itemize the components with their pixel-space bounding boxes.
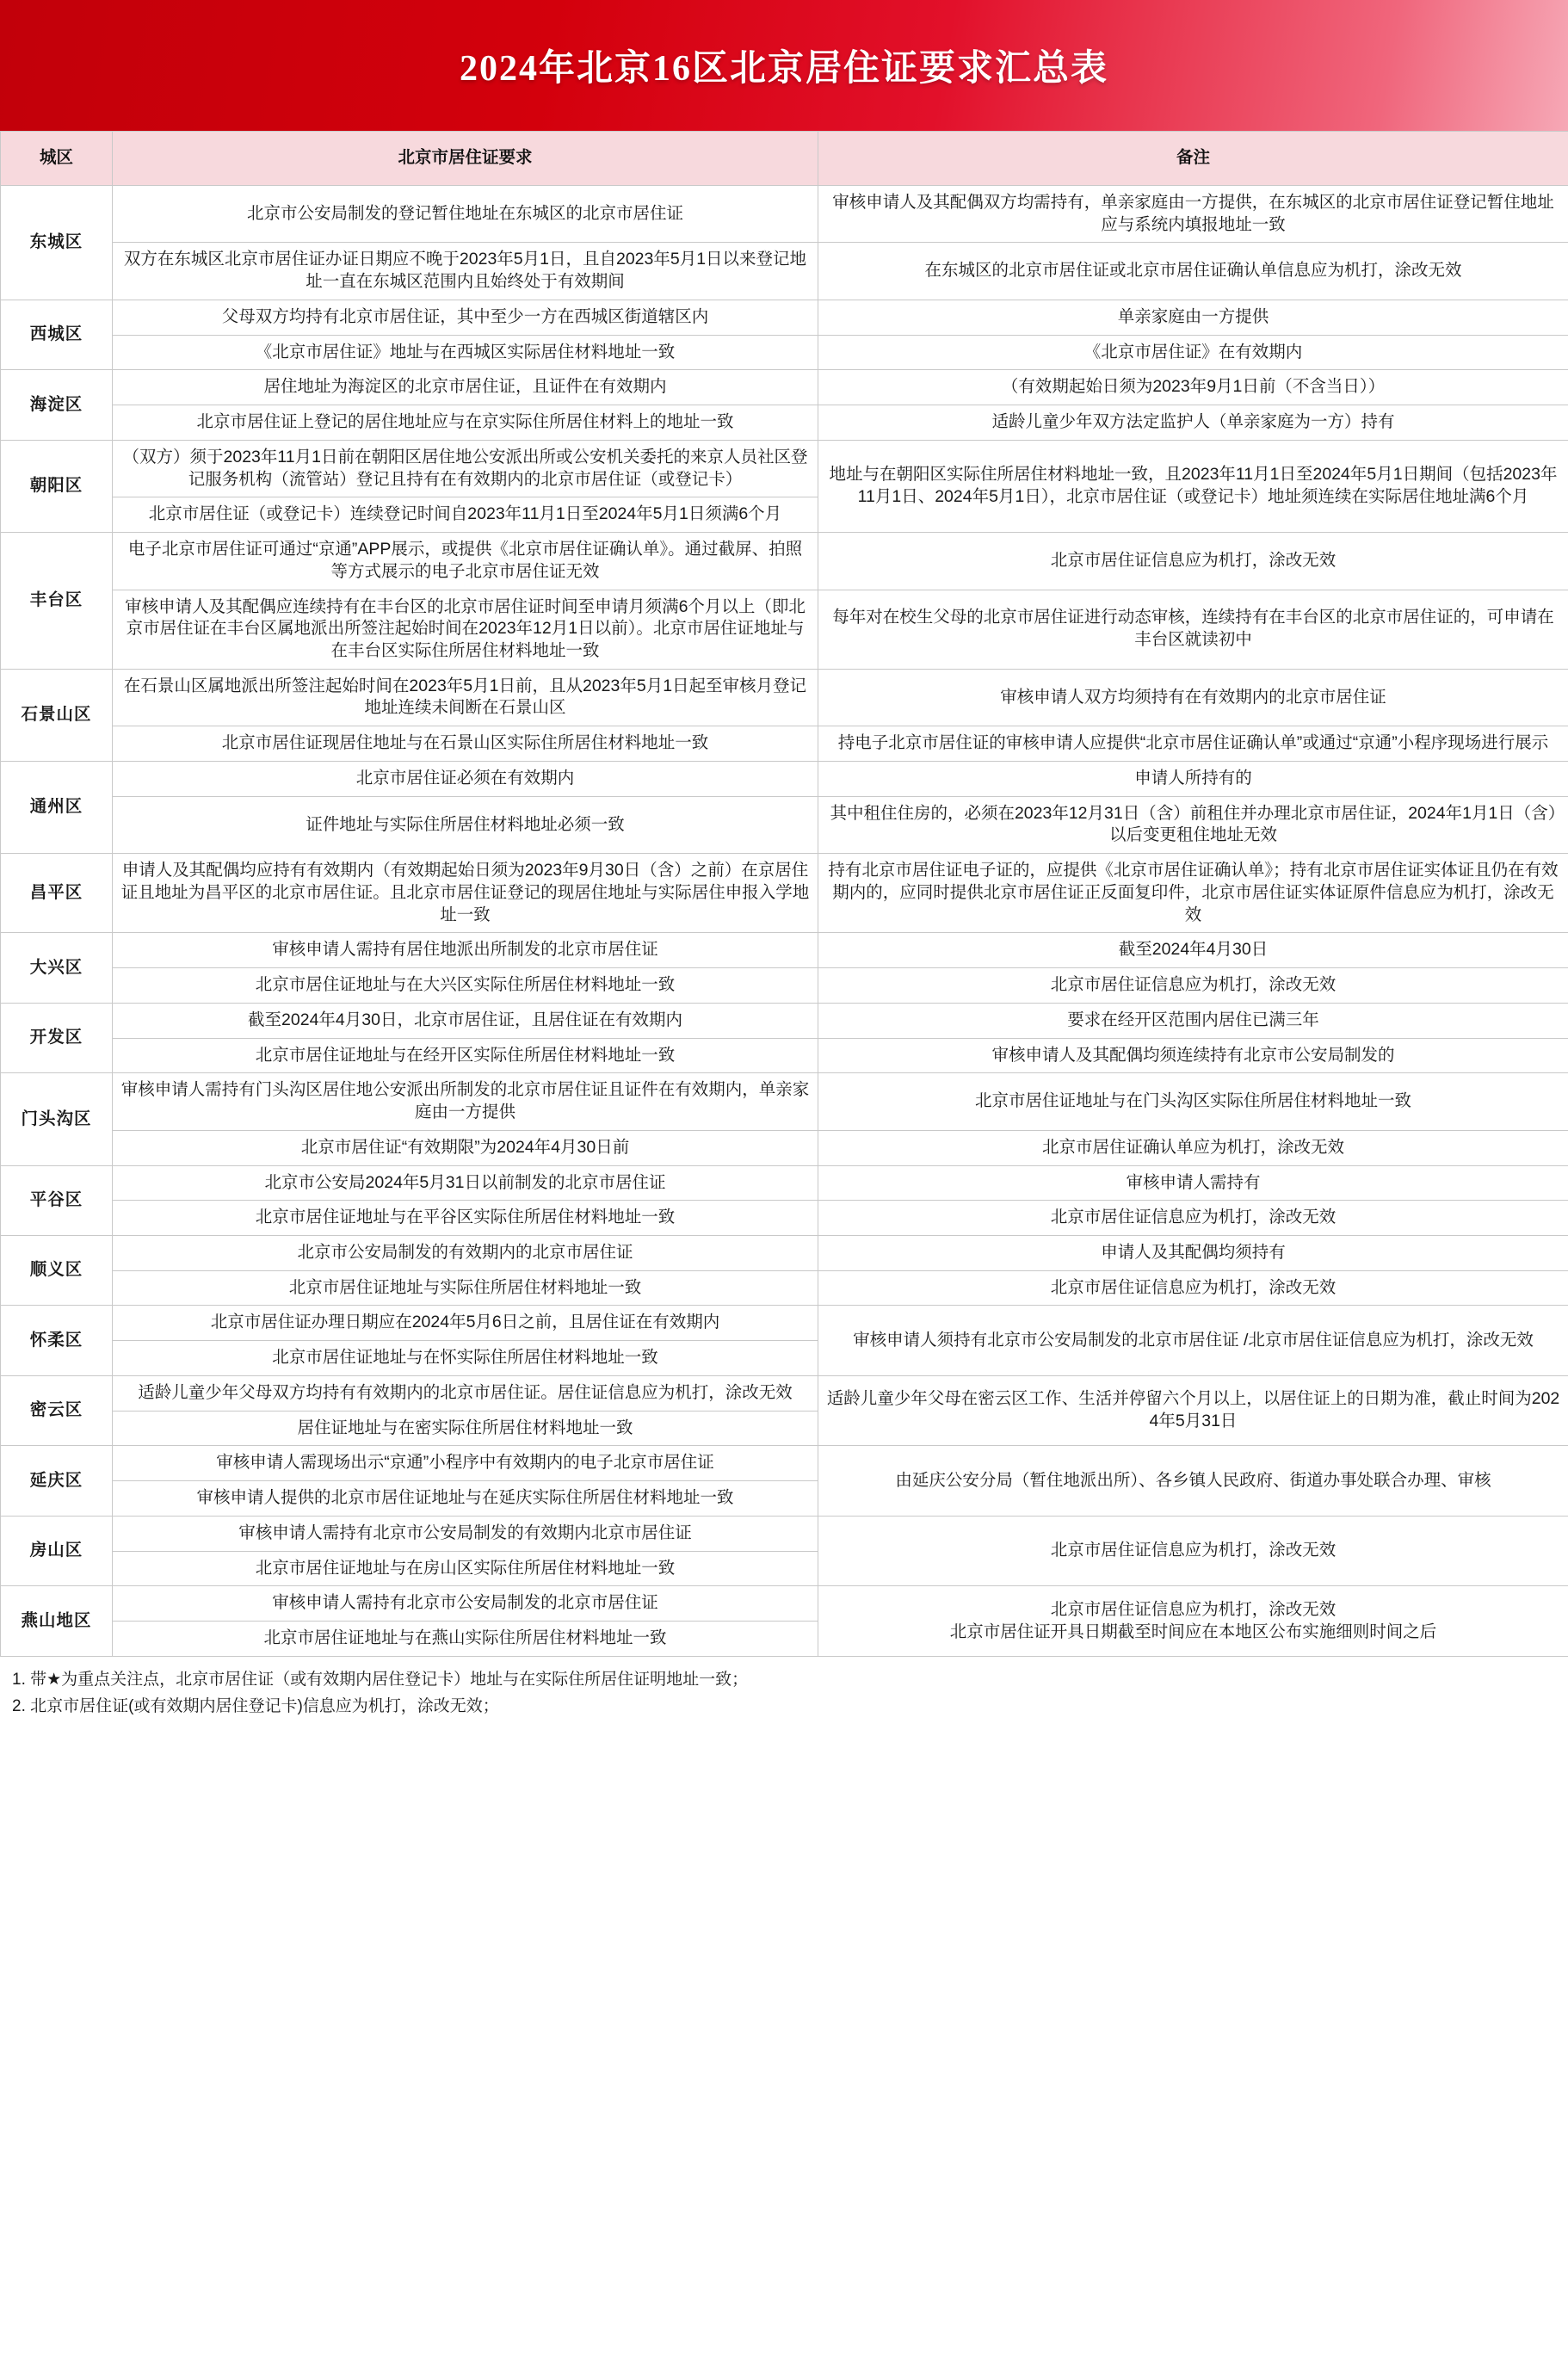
district-cell: 东城区 xyxy=(1,186,113,300)
district-cell: 大兴区 xyxy=(1,933,113,1003)
requirement-cell: 北京市居住证地址与在平谷区实际住所居住材料地址一致 xyxy=(113,1201,818,1236)
table-row xyxy=(1,796,1568,853)
note-cell: （有效期起始日须为2023年9月1日前（不含当日）） xyxy=(818,370,1568,405)
note-cell: 由延庆公安分局（暂住地派出所）、各乡镇人民政府、街道办事处联合办理、审核 xyxy=(818,1446,1568,1516)
requirement-cell: 北京市居住证（或登记卡）连续登记时间自2023年11月1日至2024年5月1日须满6个月 xyxy=(113,497,818,533)
table-row xyxy=(1,405,1568,441)
requirement-cell: 北京市居住证地址与在燕山实际住所居住材料地址一致 xyxy=(113,1622,818,1657)
table-row xyxy=(1,1306,1568,1341)
table-row xyxy=(1,1201,1568,1236)
footnote-2: 2. 北京市居住证(或有效期内居住登记卡)信息应为机打，涂改无效； xyxy=(12,1697,499,1716)
note-cell: 《北京市居住证》在有效期内 xyxy=(818,335,1568,370)
note-cell: 审核申请人须持有北京市公安局制发的北京市居住证 /北京市居住证信息应为机打，涂改无效 xyxy=(818,1306,1568,1375)
col-header-district: 城区 xyxy=(1,132,113,186)
footnotes xyxy=(0,1657,1568,1737)
requirement-cell: 父母双方均持有北京市居住证，其中至少一方在西城区街道辖区内 xyxy=(113,300,818,335)
note-cell: 适龄儿童少年父母在密云区工作、生活并停留六个月以上，以居住证上的日期为准，截止时间为2024年5月31日 xyxy=(818,1375,1568,1445)
note-cell: 北京市居住证信息应为机打，涂改无效 北京市居住证开具日期截至时间应在本地区公布实施细则时间之后 xyxy=(818,1586,1568,1656)
requirement-cell: 双方在东城区北京市居住证办证日期应不晚于2023年5月1日，且自2023年5月1日以来登记地址一直在东城区范围内且始终处于有效期间 xyxy=(113,243,818,300)
requirement-cell: 《北京市居住证》地址与在西城区实际居住材料地址一致 xyxy=(113,335,818,370)
requirement-cell: 北京市公安局制发的有效期内的北京市居住证 xyxy=(113,1235,818,1270)
note-cell: 单亲家庭由一方提供 xyxy=(818,300,1568,335)
requirement-cell: 申请人及其配偶均应持有有效期内（有效期起始日须为2023年9月30日（含）之前）在京居住证且地址为昌平区的北京市居住证。且北京市居住证登记的现居住地址与实际居住申报入学地址一致 xyxy=(113,854,818,933)
requirement-cell: 证件地址与实际住所居住材料地址必须一致 xyxy=(113,796,818,853)
page-title: 2024年北京16区北京居住证要求汇总表 xyxy=(459,49,1108,89)
requirement-cell: 适龄儿童少年父母双方均持有有效期内的北京市居住证。居住证信息应为机打，涂改无效 xyxy=(113,1375,818,1411)
requirement-cell: 北京市居住证“有效期限”为2024年4月30日前 xyxy=(113,1130,818,1165)
note-cell: 北京市居住证信息应为机打，涂改无效 xyxy=(818,1201,1568,1236)
table-row xyxy=(1,590,1568,669)
table-row xyxy=(1,761,1568,796)
note-cell: 北京市居住证信息应为机打，涂改无效 xyxy=(818,968,1568,1004)
table-row xyxy=(1,669,1568,726)
table-row xyxy=(1,1073,1568,1130)
requirement-cell: 审核申请人需持有北京市公安局制发的北京市居住证 xyxy=(113,1586,818,1622)
note-cell: 北京市居住证确认单应为机打，涂改无效 xyxy=(818,1130,1568,1165)
note-cell: 其中租住住房的，必须在2023年12月31日（含）前租住并办理北京市居住证，2024年1月1日（含）以后变更租住地址无效 xyxy=(818,796,1568,853)
district-cell: 怀柔区 xyxy=(1,1306,113,1375)
table-row xyxy=(1,854,1568,933)
requirement-cell: 北京市居住证必须在有效期内 xyxy=(113,761,818,796)
requirement-cell: 北京市居住证办理日期应在2024年5月6日之前，且居住证在有效期内 xyxy=(113,1306,818,1341)
requirement-cell: 审核申请人及其配偶应连续持有在丰台区的北京市居住证时间至申请月须满6个月以上（即北京市居住证在丰台区属地派出所签注起始时间在2023年12月1日以前）。北京市居住证地址与在丰台区实际住所居住材料地址一致 xyxy=(113,590,818,669)
note-cell: 申请人所持有的 xyxy=(818,761,1568,796)
table-row xyxy=(1,968,1568,1004)
note-cell: 审核申请人及其配偶均须连续持有北京市公安局制发的 xyxy=(818,1038,1568,1073)
district-cell: 朝阳区 xyxy=(1,440,113,532)
district-cell: 延庆区 xyxy=(1,1446,113,1516)
table-row xyxy=(1,1130,1568,1165)
table-row xyxy=(1,1516,1568,1551)
note-cell: 持电子北京市居住证的审核申请人应提供“北京市居住证确认单”或通过“京通”小程序现场进行展示 xyxy=(818,726,1568,762)
table-row xyxy=(1,1375,1568,1411)
requirement-cell: 审核申请人需现场出示“京通”小程序中有效期内的电子北京市居住证 xyxy=(113,1446,818,1481)
requirement-cell: 北京市居住证地址与实际住所居住材料地址一致 xyxy=(113,1270,818,1306)
requirement-cell: 北京市居住证地址与在怀实际住所居住材料地址一致 xyxy=(113,1341,818,1376)
district-cell: 平谷区 xyxy=(1,1165,113,1235)
table-row xyxy=(1,370,1568,405)
table-row xyxy=(1,440,1568,497)
table-body xyxy=(1,186,1568,1657)
note-cell: 适龄儿童少年双方法定监护人（单亲家庭为一方）持有 xyxy=(818,405,1568,441)
requirement-cell: 居住证地址与在密实际住所居住材料地址一致 xyxy=(113,1411,818,1446)
table-row xyxy=(1,726,1568,762)
district-cell: 通州区 xyxy=(1,761,113,853)
table-row xyxy=(1,300,1568,335)
table-row xyxy=(1,1038,1568,1073)
requirement-cell: 北京市居住证地址与在房山区实际住所居住材料地址一致 xyxy=(113,1551,818,1586)
note-cell: 北京市居住证地址与在门头沟区实际住所居住材料地址一致 xyxy=(818,1073,1568,1130)
requirements-table xyxy=(0,131,1568,1657)
table-row xyxy=(1,186,1568,243)
requirement-cell: 北京市居住证地址与在经开区实际住所居住材料地址一致 xyxy=(113,1038,818,1073)
note-cell: 审核申请人双方均须持有在有效期内的北京市居住证 xyxy=(818,669,1568,726)
header-banner xyxy=(0,0,1568,131)
district-cell: 西城区 xyxy=(1,300,113,369)
note-cell: 北京市居住证信息应为机打，涂改无效 xyxy=(818,533,1568,590)
table-row xyxy=(1,1586,1568,1622)
district-cell: 燕山地区 xyxy=(1,1586,113,1656)
requirement-cell: 北京市公安局制发的登记暂住地址在东城区的北京市居住证 xyxy=(113,186,818,243)
district-cell: 昌平区 xyxy=(1,854,113,933)
requirement-cell: 北京市公安局2024年5月31日以前制发的北京市居住证 xyxy=(113,1165,818,1201)
district-cell: 房山区 xyxy=(1,1516,113,1585)
note-cell: 审核申请人及其配偶双方均需持有，单亲家庭由一方提供，在东城区的北京市居住证登记暂住地址应与系统内填报地址一致 xyxy=(818,186,1568,243)
note-cell: 北京市居住证信息应为机打，涂改无效 xyxy=(818,1270,1568,1306)
requirement-cell: （双方）须于2023年11月1日前在朝阳区居住地公安派出所或公安机关委托的来京人员社区登记服务机构（流管站）登记且持有在有效期内的北京市居住证（或登记卡） xyxy=(113,440,818,497)
requirement-cell: 审核申请人需持有北京市公安局制发的有效期内北京市居住证 xyxy=(113,1516,818,1551)
district-cell: 开发区 xyxy=(1,1003,113,1072)
table-row xyxy=(1,1270,1568,1306)
requirement-cell: 在石景山区属地派出所签注起始时间在2023年5月1日前，且从2023年5月1日起至审核月登记地址连续未间断在石景山区 xyxy=(113,669,818,726)
district-cell: 门头沟区 xyxy=(1,1073,113,1165)
district-cell: 海淀区 xyxy=(1,370,113,440)
requirement-cell: 审核申请人需持有门头沟区居住地公安派出所制发的北京市居住证且证件在有效期内，单亲家庭由一方提供 xyxy=(113,1073,818,1130)
note-cell: 持有北京市居住证电子证的，应提供《北京市居住证确认单》；持有北京市居住证实体证且仍在有效期内的，应同时提供北京市居住证正反面复印件，北京市居住证实体证原件信息应为机打，涂改无效 xyxy=(818,854,1568,933)
footnote-1-text: 1. 带★为重点关注点，北京市居住证（或有效期内居住登记卡）地址与在实际住所居住证明地址一致； xyxy=(12,1670,749,1689)
table-row xyxy=(1,1446,1568,1481)
note-cell: 要求在经开区范围内居住已满三年 xyxy=(818,1003,1568,1038)
col-header-requirement: 北京市居住证要求 xyxy=(113,132,818,186)
table-row xyxy=(1,933,1568,968)
col-header-note: 备注 xyxy=(818,132,1568,186)
note-cell: 在东城区的北京市居住证或北京市居住证确认单信息应为机打，涂改无效 xyxy=(818,243,1568,300)
note-cell: 每年对在校生父母的北京市居住证进行动态审核，连续持有在丰台区的北京市居住证的，可申请在丰台区就读初中 xyxy=(818,590,1568,669)
note-cell: 截至2024年4月30日 xyxy=(818,933,1568,968)
requirement-cell: 居住地址为海淀区的北京市居住证，且证件在有效期内 xyxy=(113,370,818,405)
footnote-1 xyxy=(12,1668,1556,1693)
requirement-cell: 北京市居住证上登记的居住地址应与在京实际住所居住材料上的地址一致 xyxy=(113,405,818,441)
note-cell: 申请人及其配偶均须持有 xyxy=(818,1235,1568,1270)
note-cell: 审核申请人需持有 xyxy=(818,1165,1568,1201)
district-cell: 石景山区 xyxy=(1,669,113,761)
table-row xyxy=(1,533,1568,590)
requirement-cell: 审核申请人提供的北京市居住证地址与在延庆实际住所居住材料地址一致 xyxy=(113,1481,818,1517)
table-row xyxy=(1,1003,1568,1038)
table-row xyxy=(1,1235,1568,1270)
table-row xyxy=(1,1165,1568,1201)
district-cell: 顺义区 xyxy=(1,1235,113,1305)
requirement-cell: 截至2024年4月30日，北京市居住证，且居住证在有效期内 xyxy=(113,1003,818,1038)
requirement-cell: 北京市居住证现居住地址与在石景山区实际住所居住材料地址一致 xyxy=(113,726,818,762)
district-cell: 丰台区 xyxy=(1,533,113,670)
table-row xyxy=(1,243,1568,300)
note-cell: 地址与在朝阳区实际住所居住材料地址一致，且2023年11月1日至2024年5月1日期间（包括2023年11月1日、2024年5月1日），北京市居住证（或登记卡）地址须连续在实际居住地址满6个月 xyxy=(818,440,1568,532)
table-header-row xyxy=(1,132,1568,186)
requirement-cell: 北京市居住证地址与在大兴区实际住所居住材料地址一致 xyxy=(113,968,818,1004)
district-cell: 密云区 xyxy=(1,1375,113,1445)
requirement-cell: 审核申请人需持有居住地派出所制发的北京市居住证 xyxy=(113,933,818,968)
note-cell: 北京市居住证信息应为机打，涂改无效 xyxy=(818,1516,1568,1585)
requirement-cell: 电子北京市居住证可通过“京通”APP展示，或提供《北京市居住证确认单》。通过截屏、拍照等方式展示的电子北京市居住证无效 xyxy=(113,533,818,590)
table-row xyxy=(1,335,1568,370)
